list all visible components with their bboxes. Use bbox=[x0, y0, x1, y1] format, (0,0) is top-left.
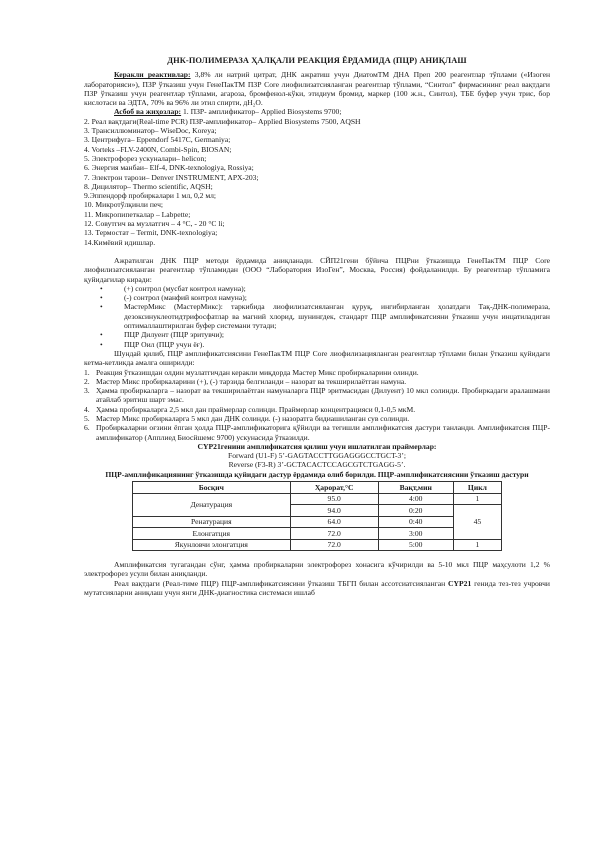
equipment-item: 10. Микротўлқинли печ; bbox=[84, 200, 164, 210]
table-cell: 4:00 bbox=[378, 493, 453, 505]
table-cell: Ренатурация bbox=[133, 516, 291, 528]
equipment-item: 6. Энергия манбаи– Elf-4, DNK-texnologiya, Rossiya; bbox=[84, 163, 254, 173]
primer-reverse: Reverse (F3-R) 3’-GCTACACTCCAGCGTCTGAGG-5’. bbox=[228, 460, 406, 470]
list-item: 6. Пробиркаларни оғзини ёпган ҳолда ПЦР-амплификаторига қўйилди ва тегишли амплификатсия дастури танланди. Амплификатсия ПЦР- амплификатор (Апплиед Биосйшемс 9700) ускунасида ўтказилди. bbox=[84, 423, 550, 442]
list-item: 1. Реакция ўтказишдан олдин музлатгичдан керакли миқдорда Мастер Микс пробиркаларини олинди. bbox=[84, 367, 419, 377]
equipment-heading bbox=[84, 107, 550, 116]
document-title: ДНК-ПОЛИМЕРАЗА ҲАЛҚАЛИ РЕАКЦИЯ ЁРДАМИДА (ПЦР) АНИҚЛАШ bbox=[167, 56, 467, 65]
list-item: 3. Ҳамма пробиркаларга – назорат ва текширилаётган намуналарга ПЦР эритмасидан (Дилуент) 10 мкл солинди. Пробиркадаги аралашмани атайлаб эритиш шарт эмас. bbox=[84, 386, 550, 405]
table-row bbox=[133, 528, 502, 540]
pcr-program-table bbox=[132, 481, 502, 551]
equipment-item: 12. Совутгич ва музлатгич – 4 °С, - 20 °С li; bbox=[84, 219, 225, 229]
reagents-label: Керакли реактивлар: bbox=[114, 70, 191, 80]
table-cell: Денатурация bbox=[133, 493, 291, 516]
equipment-item: 11. Микропипеткалар – Labpette; bbox=[84, 209, 191, 219]
primers-title: CYP21генини амплификатсия қилиш учун ишлатилган праймерлар: bbox=[197, 441, 437, 451]
equipment-item: 8. Дицилятор– Thermo scientific, AQSH; bbox=[84, 181, 213, 191]
equipment-list bbox=[84, 107, 550, 246]
list-item: • ПЦР Оил (ПЦР учун ёғ). bbox=[124, 340, 550, 349]
table-cell: 94.0 bbox=[290, 505, 378, 517]
reagents-text: 3,8% ли натрий цитрат, ДНК ажратиш учун ДиатомТМ ДНА Преп 200 реагентлар тўплами («Изоген лабораторияси»), ПЗР ўтказиш учун ГенеПакТМ ПЗР Core лиофилизатсияланган реагентлар тўплами, “Синтол” фирмасининг реал вақтдаги ПЗР ўтказиш учун реагентлар тўплами, агароза, бромфенол-кўки, этидиум бромид, маркер (100 ж.н., Синтол), ТБЕ буфер учун трис, бор кислотаси ва ЭДТА, 70% ва 96% ли этил спирти, дН₂О. bbox=[84, 70, 551, 108]
list-item: 5. Мастер Микс пробиркаларга 5 мкл дан ДНК солинди. (-) назоратга бидиашиланган сув солинди. bbox=[84, 413, 410, 423]
table-cell: Якунловчи элонгатция bbox=[133, 539, 291, 551]
equipment-item: 13. Термостат – Termit, DNK-texnologiya; bbox=[84, 228, 218, 238]
table-row bbox=[133, 516, 502, 528]
table-cell: 0:20 bbox=[378, 505, 453, 517]
table-cell: 64.0 bbox=[290, 516, 378, 528]
equipment-item: 1. ПЗР- амплификатор– Applied Biosystems 9700; bbox=[181, 107, 342, 117]
table-cell: 5:00 bbox=[378, 539, 453, 551]
method-paragraph: Ажратилган ДНК ПЦР методи ёрдамида аниқланади. CЙП21гени бўйича ПЦРни ўтказишда ГенеПакТМ ПЦР Core лиофилизатсияланган реагентлар тўпламидан (ООО “Лаборатория ИзоГен”, Москва, Россия) фойдаланилди. Бу реагентлар тўпламига қуйидагилар киради: bbox=[84, 255, 550, 284]
equipment-label: Асбоб ва жиҳозлар: bbox=[114, 107, 182, 117]
table-row bbox=[133, 493, 502, 505]
table-header-cell: Вақт,мин bbox=[378, 482, 453, 494]
table-cell: 3:00 bbox=[378, 528, 453, 540]
table-cell: 95.0 bbox=[290, 493, 378, 505]
kit-components-list bbox=[84, 284, 550, 349]
table-cell: 1 bbox=[453, 493, 501, 505]
equipment-item: 9.Эппендорф пробиркалари 1 мл, 0,2 мл; bbox=[84, 191, 217, 201]
equipment-item: 14.Кимёвий идишлар. bbox=[84, 237, 156, 247]
table-row bbox=[133, 539, 502, 551]
equipment-item: 2. Реал вақтдаги(Real-time PCR) ПЗР-амплификатор– Applied Biosystems 7500, AQSH bbox=[84, 116, 361, 126]
table-cell: Елонгатция bbox=[133, 528, 291, 540]
table-cell: 1 bbox=[453, 539, 501, 551]
table-cell: 0:40 bbox=[378, 516, 453, 528]
table-title: ПЦР-амплификациянинг ўтказишда қуйидаги дастур ёрдамида олиб борилди. ПЦР-амплификатсиясини ўтказиш дастури bbox=[105, 469, 529, 479]
procedure-steps bbox=[84, 368, 550, 442]
equipment-item: 7. Электрон тарози– Denver INSTRUMENT, APX-203; bbox=[84, 172, 259, 182]
list-item: 2. Мастер Микс пробиркаларини (+), (-) тарзида белгиланди – назорат ва текширилаётган намуна. bbox=[84, 376, 407, 386]
list-item: 4. Ҳамма пробиркаларга 2,5 мкл дан праймерлар солинди. Праймерлар концентрацияси 0,1-0,5 мкМ. bbox=[84, 404, 416, 414]
table-header-cell: Босқич bbox=[133, 482, 291, 494]
equipment-item: 5. Электрофорез ускуналари– helicon; bbox=[84, 153, 207, 163]
table-header-cell: Цикл bbox=[453, 482, 501, 494]
table-header-row bbox=[133, 482, 502, 494]
list-item: • (-) сонтрол (манфий контрол намуна); bbox=[124, 293, 550, 302]
table-cell: 45 bbox=[453, 505, 501, 540]
after-table-paragraph: Амплификатсия тугагандан сўнг, ҳамма пробиркаларни электрофорез хонасига кўчирилди ва 5-10 мкл ПЦР маҳсулоти 1,2 % электрофорез усули билан аниқланди. bbox=[84, 560, 550, 579]
equipment-item: 3. Центрифуга– Eppendorf 5417C, Germaniya; bbox=[84, 135, 231, 145]
list-item: • МастерМикс (МастерМикс): таркибида лиофилизатсияланган қуруқ, ингибирланган ҳолатдаги Тақ-ДНК-полимераза, дезоксинуклеотидтрифосфатлар ва магний хлорид, шунингдек, стандарт ПЦР амплификатсияни ўтказиш учун инцатиладиган оптималлаштирилган буфер системани тутади; bbox=[124, 302, 550, 330]
equipment-item: 3. Трансиллюминатор– WiseDoc, Koreya; bbox=[84, 126, 217, 136]
table-header-cell: Ҳарорат,°С bbox=[290, 482, 378, 494]
primer-forward: Forward (U1-F) 5’-GAGTACCTTGGAGGGCCTGCT-3’; bbox=[228, 451, 406, 461]
reagents-paragraph bbox=[84, 70, 550, 107]
table-cell: 72.0 bbox=[290, 528, 378, 540]
realtime-pcr-paragraph: Реал вақтдаги (Реал-тиме ПЦР) ПЦР-амплификатсиясини ўтказиш ТБГП билан ассотсиатсияланган CYP21 генида тез-тез учровчи мутатсияларни аниқлаш учун янги ДНК-диагностика системаси ишлаб bbox=[84, 578, 550, 597]
list-item: • ПЦР Дилуент (ПЦР эритувчи); bbox=[124, 330, 550, 339]
table-cell: 72.0 bbox=[290, 539, 378, 551]
document-page bbox=[84, 56, 550, 597]
procedure-intro: Шундай қилиб, ПЦР амплификатсиясини ГенеПакТМ ПЦР Core лиофилизацияланган реагентлар тўплами билан ўтказиш қуйидаги кетма-кетликда амалга оширилди: bbox=[84, 348, 550, 368]
equipment-item: 4. Vorteks –FLV-2400N, Combi-Spin, BIOSAN; bbox=[84, 144, 232, 154]
list-item: • (+) сонтрол (мусбат контрол намуна); bbox=[124, 284, 550, 293]
